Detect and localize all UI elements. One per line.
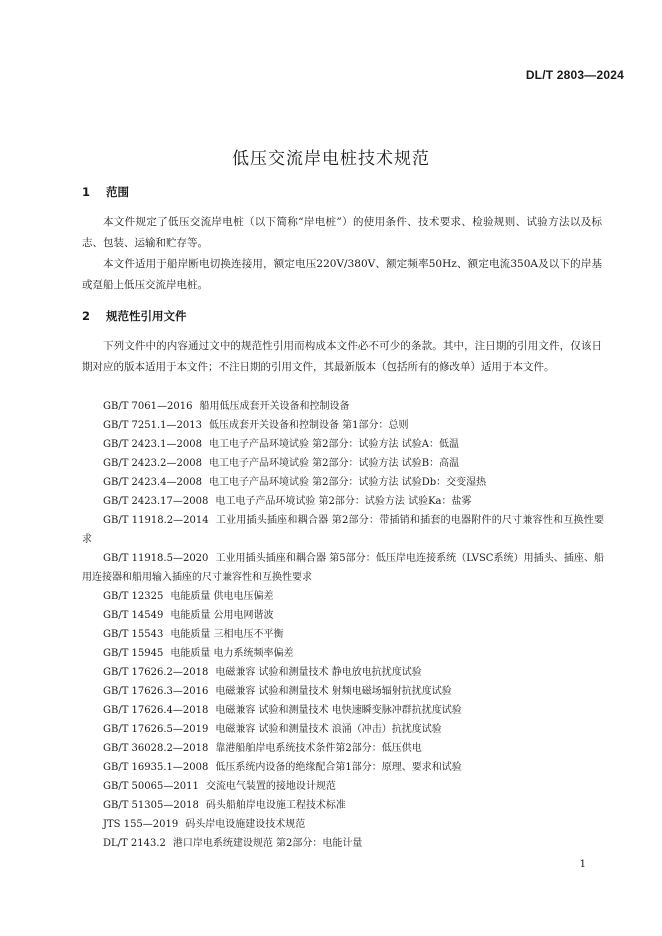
reference-title: 电工电子产品环境试验 第2部分：试验方法 试验Db：交变湿热	[209, 477, 487, 488]
reference-title: 电能质量 供电电压偏差	[170, 591, 274, 602]
reference-title: 电磁兼容 试验和测量技术 静电放电抗扰度试验	[215, 667, 422, 678]
reference-code: GB/T 17626.3—2016	[103, 686, 209, 697]
reference-title: 船用低压成套开关设备和控制设备	[199, 401, 350, 412]
reference-title: 低压系统内设备的绝缘配合第1部分：原理、要求和试验	[215, 762, 462, 773]
reference-code: GB/T 17626.5—2019	[103, 724, 209, 735]
reference-code: GB/T 17626.2—2018	[103, 667, 209, 678]
reference-code: GB/T 16935.1—2008	[103, 762, 209, 773]
reference-item	[82, 815, 604, 834]
reference-item	[82, 758, 604, 777]
reference-code: GB/T 15945	[103, 648, 164, 659]
reference-code: GB/T 2423.2—2008	[103, 458, 202, 469]
reference-title: 电能质量 三相电压不平衡	[170, 629, 284, 640]
reference-code: GB/T 36028.2—2018	[103, 743, 209, 754]
reference-title: 电能质量 电力系统频率偏差	[170, 648, 294, 659]
document-title: 低压交流岸电桩技术规范	[232, 149, 430, 169]
reference-title: 码头船舶岸电设施工程技术标准	[205, 800, 346, 811]
scope-paragraph-1: 本文件规定了低压交流岸电桩（以下简称“岸电桩”）的使用条件、技术要求、检验规则、试验方法以及标志、包装、运输和贮存等。	[82, 216, 602, 249]
section-1-title: 范围	[106, 185, 129, 199]
reference-code: GB/T 51305—2018	[103, 800, 199, 811]
reference-title: 低压成套开关设备和控制设备 第1部分：总则	[209, 420, 409, 431]
reference-code: GB/T 12325	[103, 591, 164, 602]
reference-list	[82, 397, 604, 853]
document-code: DL/T 2803—2024	[525, 68, 624, 82]
reference-title: 电工电子产品环境试验 第2部分：试验方法 试验B：高温	[209, 458, 460, 469]
section-2-number: 2	[82, 309, 91, 323]
reference-code: GB/T 17626.4—2018	[103, 705, 209, 716]
reference-item	[82, 549, 604, 587]
reference-item	[82, 663, 604, 682]
reference-code: GB/T 2423.17—2008	[103, 496, 209, 507]
reference-item	[82, 416, 604, 435]
reference-item	[82, 587, 604, 606]
reference-code: GB/T 15543	[103, 629, 164, 640]
reference-title: 工业用插头插座和耦合器 第5部分：低压岸电连接系统（LVSC系统）用插头、插座、船用连接器和船用输入插座的尺寸兼容性和互换性要求	[82, 553, 604, 583]
reference-title: 港口岸电系统建设规范 第2部分：电能计量	[172, 838, 363, 849]
page-number: 1	[579, 859, 586, 870]
reference-code: GB/T 14549	[103, 610, 164, 621]
reference-title: 工业用插头插座和耦合器 第2部分：带插销和插套的电器附件的尺寸兼容性和互换性要求	[82, 515, 605, 545]
reference-item	[82, 511, 604, 549]
reference-item	[82, 720, 604, 739]
reference-item	[82, 454, 604, 473]
normative-references-intro: 下列文件中的内容通过文中的规范性引用而构成本文件必不可少的条款。其中，注日期的引用文件，仅该日期对应的版本适用于本文件；不注日期的引用文件，其最新版本（包括所有的修改单）适用于本文件。	[82, 340, 602, 373]
reference-title: 电磁兼容 试验和测量技术 浪涌（冲击）抗扰度试验	[215, 724, 442, 735]
reference-code: GB/T 11918.5—2020	[103, 553, 209, 564]
scope-paragraph-2: 本文件适用于船岸断电切换连接用，额定电压220V/380V、额定频率50Hz、额定电流350A及以下的岸基或趸船上低压交流岸电桩。	[82, 258, 602, 291]
reference-title: 靠港船舶岸电系统技术条件第2部分：低压供电	[215, 743, 422, 754]
section-2-title: 规范性引用文件	[106, 309, 187, 323]
reference-code: JTS 155—2019	[103, 819, 179, 830]
reference-item	[82, 492, 604, 511]
reference-item	[82, 796, 604, 815]
reference-code: GB/T 7251.1—2013	[103, 420, 202, 431]
reference-code: DL/T 2143.2	[103, 838, 166, 849]
reference-title: 电工电子产品环境试验 第2部分：试验方法 试验Ka：盐雾	[215, 496, 472, 507]
reference-item	[82, 606, 604, 625]
reference-item	[82, 682, 604, 701]
section-1-heading	[82, 184, 129, 200]
reference-item	[82, 701, 604, 720]
reference-code: GB/T 11918.2—2014	[103, 515, 209, 526]
reference-code: GB/T 2423.1—2008	[103, 439, 202, 450]
reference-item	[82, 397, 604, 416]
reference-item	[82, 777, 604, 796]
reference-item	[82, 625, 604, 644]
reference-title: 电能质量 公用电网谐波	[170, 610, 274, 621]
reference-item	[82, 473, 604, 492]
reference-item	[82, 834, 604, 853]
reference-item	[82, 644, 604, 663]
reference-code: GB/T 7061—2016	[103, 401, 193, 412]
section-1-number: 1	[82, 185, 91, 199]
reference-item	[82, 739, 604, 758]
section-2-heading	[82, 308, 187, 324]
reference-title: 码头岸电设施建设技术规范	[185, 819, 306, 830]
reference-code: GB/T 50065—2011	[103, 781, 199, 792]
reference-item	[82, 435, 604, 454]
reference-code: GB/T 2423.4—2008	[103, 477, 202, 488]
reference-title: 电磁兼容 试验和测量技术 射频电磁场辐射抗扰度试验	[215, 686, 452, 697]
reference-title: 电工电子产品环境试验 第2部分：试验方法 试验A：低温	[209, 439, 459, 450]
reference-title: 交流电气装置的接地设计规范	[205, 781, 336, 792]
reference-title: 电磁兼容 试验和测量技术 电快速瞬变脉冲群抗扰度试验	[215, 705, 462, 716]
